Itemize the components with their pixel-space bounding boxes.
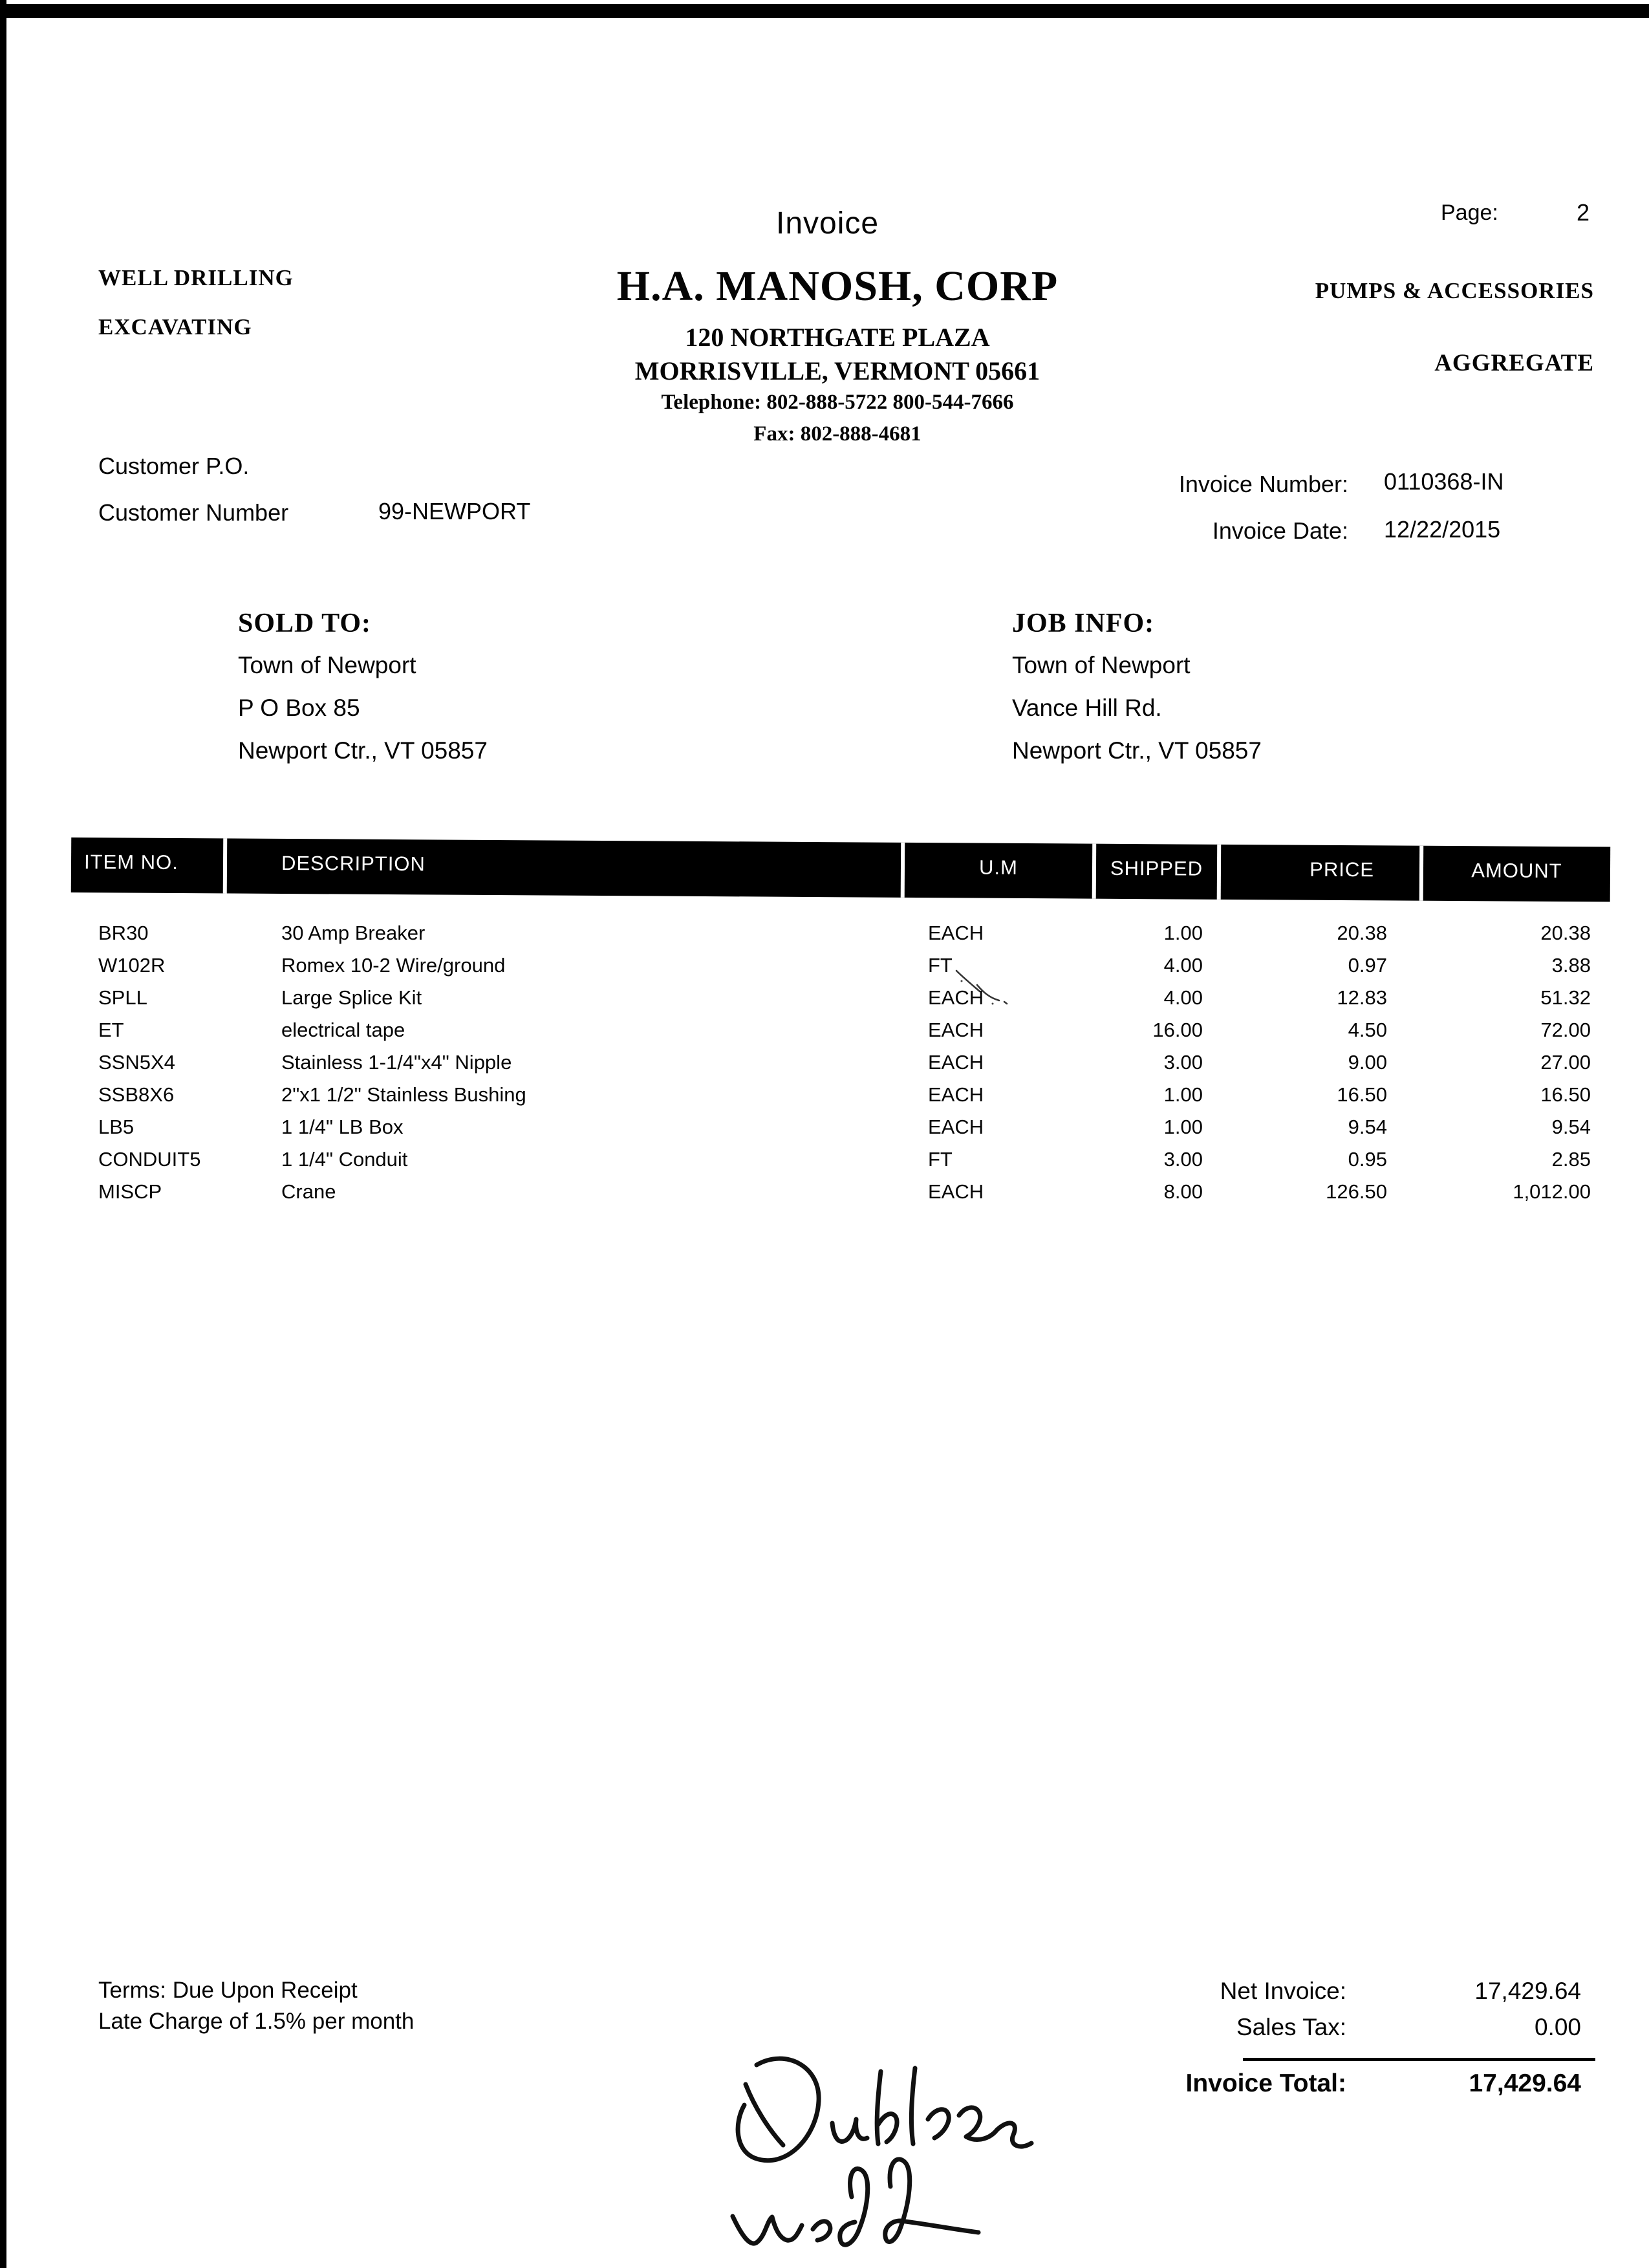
table-row [71, 986, 1610, 1019]
cell-shipped: 4.00 [1163, 954, 1203, 977]
cell-um: EACH [928, 922, 984, 944]
page-number: 2 [1577, 199, 1590, 226]
table-row [71, 1148, 1610, 1180]
sold-to-heading: SOLD TO: [238, 609, 372, 638]
cell-um: EACH [928, 1019, 984, 1041]
cell-um: FT [928, 954, 953, 977]
cell-amount: 9.54 [1551, 1116, 1591, 1138]
cell-description: 2"x1 1/2" Stainless Bushing [281, 1083, 526, 1106]
company-name: H.A. MANOSH, CORP [616, 263, 1059, 310]
header-description: DESCRIPTION [281, 851, 426, 876]
cell-um: EACH [928, 1116, 984, 1138]
cell-description: 30 Amp Breaker [281, 922, 426, 944]
table-header [71, 837, 1610, 902]
cell-um: EACH [928, 1180, 984, 1203]
terms-line1: Terms: Due Upon Receipt [98, 1978, 358, 2003]
cell-shipped: 1.00 [1163, 1116, 1203, 1138]
sold-to-line2: P O Box 85 [238, 695, 360, 721]
sold-to-line3: Newport Ctr., VT 05857 [238, 737, 488, 764]
cell-amount: 20.38 [1540, 922, 1591, 944]
customer-po-label: Customer P.O. [98, 453, 250, 479]
table-row [71, 1083, 1610, 1116]
cell-amount: 1,012.00 [1513, 1180, 1591, 1203]
invoice-total-value: 17,429.64 [1469, 2069, 1581, 2097]
scan-top-edge-artifact [0, 4, 1649, 18]
job-info-heading: JOB INFO: [1012, 609, 1155, 638]
cell-description: electrical tape [281, 1019, 405, 1041]
cell-price: 126.50 [1326, 1180, 1387, 1203]
customer-number-label: Customer Number [98, 499, 289, 526]
cell-um: EACH [928, 986, 984, 1009]
cell-item-no: SSN5X4 [98, 1051, 175, 1074]
company-address-line2: MORRISVILLE, VERMONT 05661 [634, 356, 1040, 385]
cell-description: Romex 10-2 Wire/ground [281, 954, 506, 977]
cell-item-no: ET [98, 1019, 124, 1041]
cell-price: 12.83 [1337, 986, 1387, 1009]
job-info-line1: Town of Newport [1012, 652, 1191, 678]
cell-description: Stainless 1-1/4"x4" Nipple [281, 1051, 512, 1074]
header-price: PRICE [1310, 858, 1375, 881]
invoice-total-label: Invoice Total: [1185, 2069, 1346, 2097]
table-row [71, 1051, 1610, 1083]
invoice-date-label: Invoice Date: [1212, 517, 1348, 544]
customer-number-value: 99-NEWPORT [378, 498, 531, 524]
cell-um: EACH [928, 1083, 984, 1106]
invoice-date-value: 12/22/2015 [1384, 516, 1501, 543]
cell-description: 1 1/4" LB Box [281, 1116, 404, 1138]
cell-item-no: SSB8X6 [98, 1083, 175, 1106]
cell-shipped: 16.00 [1152, 1019, 1203, 1041]
job-info-line2: Vance Hill Rd. [1012, 695, 1162, 721]
cell-shipped: 1.00 [1163, 922, 1203, 944]
terms-line2: Late Charge of 1.5% per month [98, 2009, 415, 2034]
cell-item-no: W102R [98, 954, 166, 977]
scan-smudge-artifact [954, 967, 1015, 1007]
cell-price: 9.54 [1348, 1116, 1387, 1138]
cell-description: 1 1/4" Conduit [281, 1148, 408, 1171]
job-info-line3: Newport Ctr., VT 05857 [1012, 737, 1262, 764]
invoice-number-label: Invoice Number: [1178, 471, 1348, 497]
cell-price: 0.97 [1348, 954, 1387, 977]
cell-item-no: LB5 [98, 1116, 135, 1138]
company-telephone: Telephone: 802-888-5722 800-544-7666 [661, 391, 1014, 414]
service-aggregate: AGGREGATE [1434, 350, 1594, 376]
table-row [71, 1019, 1610, 1051]
cell-description: Large Splice Kit [281, 986, 422, 1009]
totals-divider-line [1243, 2058, 1595, 2061]
cell-amount: 2.85 [1551, 1148, 1591, 1171]
company-fax: Fax: 802-888-4681 [753, 422, 921, 446]
header-amount: AMOUNT [1471, 859, 1562, 883]
cell-price: 20.38 [1337, 922, 1387, 944]
document-title: Invoice [776, 206, 879, 241]
net-invoice-value: 17,429.64 [1474, 1978, 1581, 2004]
cell-amount: 51.32 [1540, 986, 1591, 1009]
scan-left-edge-artifact [0, 0, 6, 2268]
cell-shipped: 3.00 [1163, 1051, 1203, 1074]
cell-amount: 3.88 [1551, 954, 1591, 977]
service-well-drilling: WELL DRILLING [98, 265, 294, 290]
cell-amount: 16.50 [1540, 1083, 1591, 1106]
cell-shipped: 4.00 [1163, 986, 1203, 1009]
cell-shipped: 8.00 [1163, 1180, 1203, 1203]
table-row [71, 954, 1610, 986]
sales-tax-label: Sales Tax: [1236, 2014, 1346, 2040]
page-label: Page: [1441, 200, 1498, 225]
table-row [71, 1116, 1610, 1148]
cell-item-no: CONDUIT5 [98, 1148, 201, 1171]
cell-item-no: SPLL [98, 986, 147, 1009]
service-excavating: EXCAVATING [98, 314, 252, 340]
service-pumps-accessories: PUMPS & ACCESSORIES [1315, 278, 1594, 303]
header-item-no: ITEM NO. [83, 850, 178, 874]
sales-tax-value: 0.00 [1534, 2014, 1581, 2040]
cell-um: EACH [928, 1051, 984, 1074]
cell-amount: 27.00 [1540, 1051, 1591, 1074]
cell-item-no: MISCP [98, 1180, 162, 1203]
cell-shipped: 1.00 [1163, 1083, 1203, 1106]
cell-price: 4.50 [1348, 1019, 1387, 1041]
cell-um: FT [928, 1148, 953, 1171]
cell-description: Crane [281, 1180, 336, 1203]
column-separator [223, 838, 228, 893]
cell-price: 9.00 [1348, 1051, 1387, 1074]
header-um: U.M [978, 856, 1018, 879]
invoice-number-value: 0110368-IN [1384, 468, 1504, 495]
cell-shipped: 3.00 [1163, 1148, 1203, 1171]
header-shipped: SHIPPED [1110, 856, 1203, 880]
handwritten-signature [721, 2047, 1051, 2263]
cell-item-no: BR30 [98, 922, 149, 944]
table-row [71, 922, 1610, 954]
table-row [71, 1180, 1610, 1213]
company-address-line1: 120 NORTHGATE PLAZA [685, 323, 990, 352]
net-invoice-label: Net Invoice: [1220, 1978, 1346, 2004]
sold-to-line1: Town of Newport [238, 652, 416, 678]
cell-price: 0.95 [1348, 1148, 1387, 1171]
cell-amount: 72.00 [1540, 1019, 1591, 1041]
cell-price: 16.50 [1337, 1083, 1387, 1106]
